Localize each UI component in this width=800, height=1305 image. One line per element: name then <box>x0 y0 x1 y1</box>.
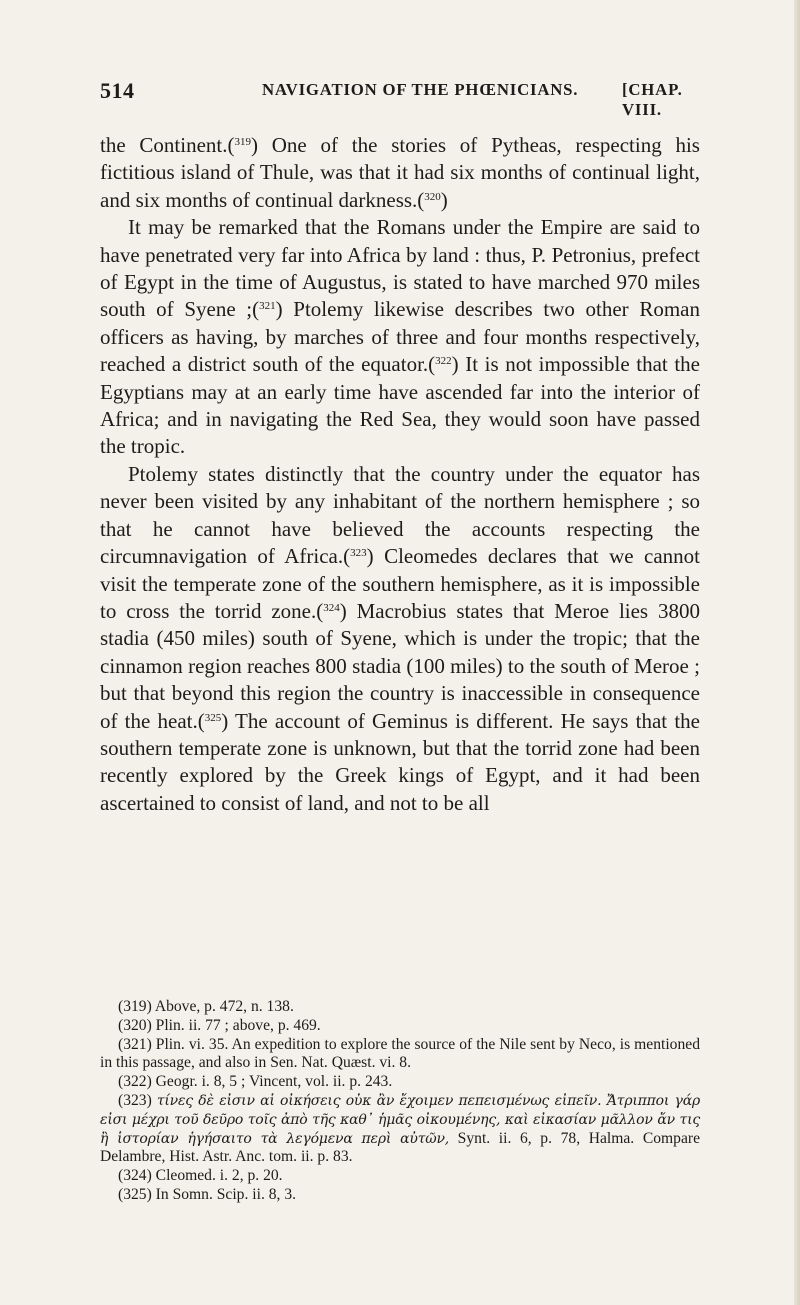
footnote-321: (321) Plin. vi. 35. An expedition to explore the source of the Nile sent by Neco, is mentioned in this passage, and also in Sen. Nat. Quæst. vi. 8. <box>100 1035 700 1072</box>
footnote-323 <box>100 1092 700 1167</box>
footnotes <box>100 998 700 1205</box>
footnote-319: (319) Above, p. 472, n. 138. <box>118 998 294 1015</box>
footnote-ref-323[interactable]: 323 <box>350 547 367 560</box>
page-edge <box>794 0 800 1305</box>
footnote-ref-322[interactable]: 322 <box>435 355 452 368</box>
footnote-320: (320) Plin. ii. 77 ; above, p. 469. <box>118 1016 321 1034</box>
body-text <box>100 132 700 817</box>
footnote-323-greek-quote: τίνες δὲ εἰσιν αἱ οἰκήσεις οὐκ ἂν ἔχοιμεν πεπεισμένως εἰπεῖν. Ἄτριπποι γάρ εἰσι μέχρι τοῦ δεῦρο τοῖς ἀπὸ τῆς καθ᾽ ἡμᾶς οἰκουμένης, καὶ εἰκασίαν μᾶλλον ἄν τις ἢ ἱστορίαν ἡγήσαιτο τὰ λεγόμενα περὶ αὐτῶν, <box>100 1092 700 1147</box>
footnote-ref-319[interactable]: 319 <box>234 136 251 148</box>
chapter-label: [CHAP. VIII. <box>622 80 683 119</box>
footnote-325: (325) In Somn. Scip. ii. 8, 3. <box>118 1185 297 1203</box>
paragraph-2: It may be remarked that the Romans under the Empire are said to have penetrated very far into Africa by land : thus, P. Petronius, prefect of Egypt in the time of Augustus, is stated to have marched 970 miles south of Syene ;($^{321}$) Ptolemy likewise describes two other Roman officers as having, by marches of three and four months respectively, reached a district south of the equator.($^{322}$) It is not impossible that the Egyptians may at an early time have ascended far into the interior of Africa; and in navigating the Red Sea, they would soon have passed the tropic. <box>100 215 700 459</box>
paragraph-3: Ptolemy states distinctly that the country under the equator has never been visited by any inhabitant of the northern hemisphere ; so that he cannot have believed the accounts respecting the circumnavigation of Africa.($^{323}$) Cleomedes declares that we cannot visit the temperate zone of the southern hemisphere, as it is impossible to cross the torrid zone.($^{324}$) Macrobius states that Meroe lies 3800 stadia (450 miles) south of Syene, which is under the tropic; that the cinnamon region reaches 800 stadia (100 miles) to the south of Meroe ; but that beyond this region the country is inaccessible in consequence of the heat.($^{325}$) The account of Geminus is different. He says that the southern temperate zone is unknown, but that the torrid zone had been recently explored by the Greek kings of Egypt, and it had been ascertained to consist of land, and not to be all <box>100 461 701 815</box>
footnote-323-citation: Synt. ii. 6, p. 78, Halma. Compare Delambre, Hist. Astr. Anc. tom. ii. p. 83. <box>100 1129 700 1166</box>
paragraph-1: the Continent.($^{319}$) One of the stories of Pytheas, respecting his fictitious island of Thule, was that it had six months of continual light, and six months of continual darkness.($^{320}$) <box>100 133 700 212</box>
footnote-323-number: (323) <box>118 1091 152 1109</box>
footnote-324: (324) Cleomed. i. 2, p. 20. <box>118 1167 283 1185</box>
footnote-ref-325[interactable]: 325 <box>204 711 222 724</box>
running-header <box>100 78 720 119</box>
footnote-ref-324[interactable]: 324 <box>323 601 340 614</box>
running-title: NAVIGATION OF THE PHŒNICIANS. <box>262 80 579 99</box>
footnote-ref-321[interactable]: 321 <box>259 300 276 313</box>
page-number: 514 <box>100 78 135 103</box>
footnote-ref-320[interactable]: 320 <box>424 190 441 203</box>
footnote-322: (322) Geogr. i. 8, 5 ; Vincent, vol. ii. p. 243. <box>118 1073 393 1091</box>
